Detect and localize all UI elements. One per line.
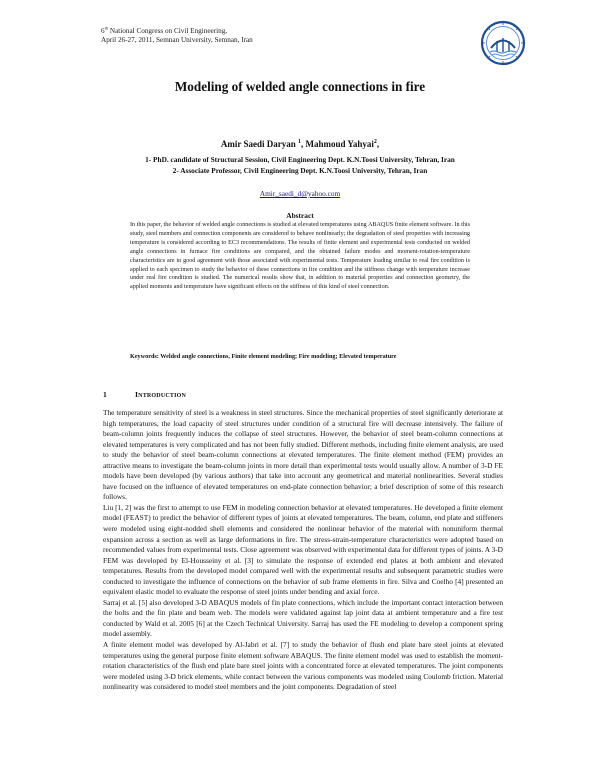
author-2: Mahmoud Yahyai bbox=[305, 139, 374, 149]
abstract-text: In this paper, the behavior of welded angle connections is studied at elevated temperatures using ABAQUS finite element software. In this study, steel members and connection components are considered to behave nonlinearly; the degradation of steel properties with increasing temperature is considered according to EC3 recommendations. The results of finite element and experimental tests conducted on welded angle connections in furnace fire conditions are compared, and the obtained failure modes and moment-rotation-temperature characteristics are in good agreement with those associated with experimental tests. Temperature loading similar to real fire condition is applied to each specimen to study the behavior of these connections in fire condition and the stiffness change with temperature increase under real fire condition is studied. The numerical results show that, in addition to material properties and connection geometry, the applied moments and temperature have significant effects on the stiffness of this kind of steel connection. bbox=[130, 222, 470, 291]
paper-title: Modeling of welded angle connections in fire bbox=[174, 79, 426, 94]
section-heading-introduction: 1 INTRODUCTION bbox=[103, 390, 187, 399]
paragraph: A finite element model was developed by Al-Jabri et al. [7] to study the behavior of flush end plate bare steel joints at elevated temperatures using the general purpose finite element software ABAQUS. The finite element model was used to establish the moment-rotation characteristics of the flush end plate bare steel joints with a concentrated force at elevated temperatures. The joint components were modeled using 3-D brick elements, while contact between the various components was modeled using Coulomb friction. Material nonlinearity was considered to model steel members and the joint components. Degradation of steel bbox=[103, 640, 503, 692]
affiliation-2: 2- Associate Professor, Civil Engineering Dept. K.N.Toosi University, Tehran, Iran bbox=[172, 166, 428, 175]
conference-name: 6th National Congress on Civil Engineering, bbox=[101, 25, 228, 35]
conference-header bbox=[101, 27, 253, 45]
introduction-body bbox=[103, 408, 503, 693]
paragraph: Sarraj et al. [5] also developed 3-D ABAQUS models of fin plate connections, which include the important contact interaction between the bolts and the fin plate and beam web. The models were validated against lap joint data at ambient temperature and a fire test conducted by Wald et al. 2005 [6] at the Czech Technical University. Sarraj has used the FE modeling to develop a component spring model assembly. bbox=[103, 597, 503, 639]
abstract-heading: Abstract bbox=[286, 211, 314, 220]
conference-date-place: April 26-27, 2011, Semnan University, Semnan, Iran bbox=[101, 36, 253, 44]
author-line: Amir Saedi Daryan $^1$, Mahmoud Yahyai$^2$, bbox=[220, 139, 380, 149]
section-number: 1 bbox=[103, 390, 107, 399]
affiliation-1: 1- PhD. candidate of Structural Session, Civil Engineering Dept. K.N.Toosi University, Tehran, Iran bbox=[145, 155, 455, 164]
author-1: Amir Saedi Daryan bbox=[220, 139, 296, 149]
author-email-link[interactable]: Amir_saedi_d@yahoo.com bbox=[259, 189, 341, 198]
paragraph: Liu [1, 2] was the first to attempt to use FEM in modeling connection behavior at elevated temperatures. He developed a finite element model (FEAST) to predict the behavior of different types of joints at elevated temperatures. The beam, column, end plate and stiffeners were modeled using eight-nodded shell elements and considered the nonlinear behavior of the material with nonuniform thermal expansion across a section as well as large deformations in fire. The stress-strain-temperature characteristics were adopted based on recommended values from experimental tests. Close agreement was observed with experimental data for different types of joints. A 3-D FEM was developed by El-Housseiny et al. [3] to simulate the response of extended end plates at both ambient and elevated temperatures. Results from the developed model compared well with the experimental results and subsequent parametric studies were conducted to investigate the influence of connections on the behavior of sub frame elements in fire. Silva and Coelho [4] presented an equivalent elastic model to evaluate the response of steel joints under bending and axial force. bbox=[103, 502, 503, 597]
keywords: Keywords: Welded angle connections, Finite element modeling; Fire modeling; Elevated temperature bbox=[130, 353, 397, 360]
congress-logo-icon bbox=[480, 20, 526, 66]
paragraph: The temperature sensitivity of steel is a weakness in steel structures. Since the mechanical properties of steel significantly deteriorate at high temperatures, the load capacity of steel structures under condition of a structural fire will decrease intensively. The failure of beam-column joints frequently induces the collapse of steel structures. However, the behavior of steel beam-column connections at elevated temperatures is very complicated and has not been fully studied. Different methods, including finite element analysis, are used to study the behavior of steel beam-column connections at elevated temperatures. The finite element method (FEM) provides an attractive means to investigate the beam-column joints in more detail than experimental tests would usually allow. A number of 3-D FE models have been developed (by various authors) that take into account any geometrical and material nonlinearities. Several studies have focused on the influence of elevated temperatures on end-plate connection behavior; a brief description of some of this research follows. bbox=[103, 408, 503, 502]
